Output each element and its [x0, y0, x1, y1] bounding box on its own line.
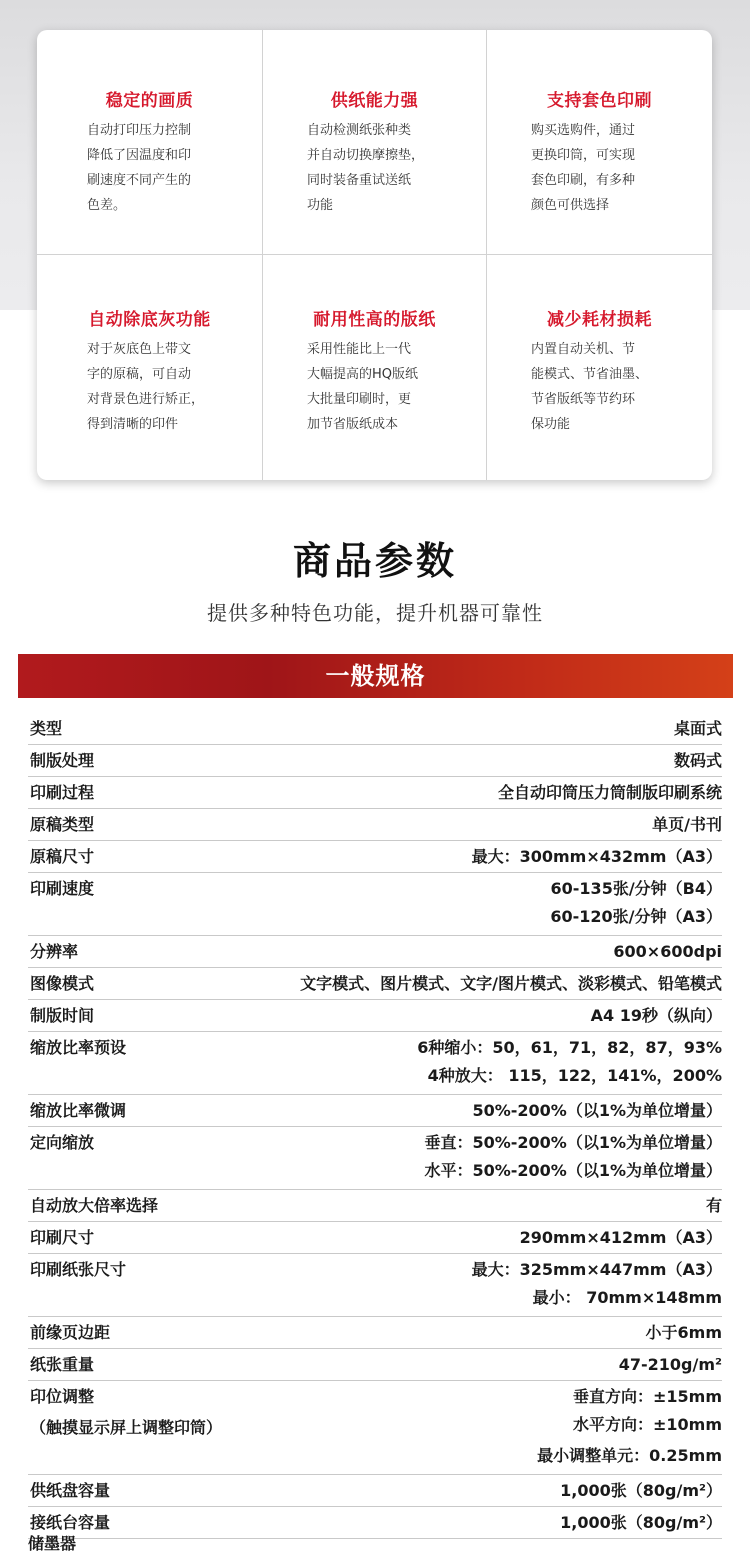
spec-label: 接纸台容量: [30, 1513, 111, 1532]
spec-value: 全自动印筒压力筒制版印刷系统: [497, 783, 722, 802]
spec-label: 制版处理: [30, 751, 95, 770]
spec-label: 印位调整: [30, 1387, 95, 1406]
spec-row: [28, 1095, 722, 1127]
spec-label: 图像模式: [30, 974, 95, 993]
spec-value: 290mm×412mm（A3）: [519, 1228, 722, 1247]
spec-row: [28, 713, 722, 745]
spec-value: 有: [705, 1196, 722, 1215]
spec-values: [28, 1226, 722, 1250]
spec-row: [28, 1254, 722, 1317]
spec-values: [28, 1004, 722, 1028]
spec-values: [28, 1258, 722, 1313]
feature-description: 对于灰底色上带文 字的原稿，可自动 对背景色进行矫正， 得到清晰的印件: [87, 342, 205, 432]
spec-label: 原稿类型: [30, 815, 95, 834]
spec-values: [28, 717, 722, 741]
feature-cell: [37, 30, 263, 255]
spec-row: [28, 745, 722, 777]
spec-row-partial: 储墨器: [28, 1534, 77, 1553]
spec-value: 垂直方向：±15mm: [572, 1387, 722, 1406]
section-subtitle: 提供多种特色功能，提升机器可靠性: [207, 601, 543, 625]
feature-title: 自动除底灰功能: [88, 310, 211, 330]
spec-row: [28, 873, 722, 936]
feature-description: 自动检测纸张种类 并自动切换摩擦垫， 同时装备重试送纸 功能: [307, 123, 425, 213]
spec-values: [28, 940, 722, 964]
spec-row: [28, 1127, 722, 1190]
feature-description: 采用性能比上一代 大幅提高的HQ版纸 大批量印刷时，更 加节省版纸成本: [307, 342, 419, 432]
spec-label: 缩放比率预设: [30, 1038, 127, 1057]
spec-value: 6种缩小：50，61，71，82，87，93%: [417, 1038, 722, 1057]
feature-cell: [487, 30, 712, 255]
spec-label: 印刷过程: [30, 783, 95, 802]
spec-row: [28, 809, 722, 841]
spec-values: [28, 1099, 722, 1123]
spec-value: 47-210g/m²: [618, 1355, 722, 1374]
spec-values: [28, 845, 722, 869]
spec-label: 印刷速度: [30, 879, 95, 898]
spec-value: 小于6mm: [645, 1323, 722, 1342]
spec-value: 60-135张/分钟（B4）: [550, 879, 722, 898]
spec-value: 文字模式、图片模式、文字/图片模式、淡彩模式、铅笔模式: [300, 974, 722, 993]
spec-label: 印刷纸张尺寸: [30, 1260, 127, 1279]
spec-label: 分辨率: [30, 942, 79, 961]
spec-banner: 一般规格: [18, 654, 733, 698]
spec-row: [28, 1349, 722, 1381]
spec-value: 600×600dpi: [613, 942, 722, 961]
feature-grid: [37, 30, 712, 480]
feature-cell: [37, 255, 263, 480]
spec-row: [28, 1222, 722, 1254]
spec-value: A4 19秒（纵向）: [590, 1006, 722, 1025]
spec-label: 类型: [30, 719, 63, 738]
spec-label: 自动放大倍率选择: [30, 1196, 159, 1215]
spec-label: 供纸盘容量: [30, 1481, 111, 1500]
spec-values: [28, 877, 722, 932]
feature-title: 耐用性高的版纸: [313, 310, 436, 330]
feature-title: 支持套色印刷: [547, 91, 652, 111]
spec-value: 单页/书刊: [652, 815, 722, 834]
spec-value: 垂直：50%-200%（以1%为单位增量）: [424, 1133, 722, 1152]
feature-description: 自动打印压力控制 降低了因温度和印 刷速度不同产生的 色差。: [87, 123, 192, 213]
spec-value: 最小调整单元：0.25mm: [537, 1446, 722, 1465]
spec-value: 桌面式: [673, 719, 722, 738]
feature-cell: [263, 255, 487, 480]
spec-value: 4种放大： 115，122，141%，200%: [427, 1066, 722, 1085]
spec-values: [28, 972, 722, 996]
spec-value: 最小： 70mm×148mm: [532, 1288, 722, 1307]
spec-values: [28, 1479, 722, 1503]
spec-value: 最大：325mm×447mm（A3）: [471, 1260, 722, 1279]
feature-description: 购买选购件，通过 更换印筒，可实现 套色印刷，有多种 颜色可供选择: [531, 123, 636, 213]
feature-cell: [487, 255, 712, 480]
spec-label: 前缘页边距: [30, 1323, 111, 1342]
spec-values: [28, 1321, 722, 1345]
spec-value: 60-120张/分钟（A3）: [550, 907, 722, 926]
spec-value: 1,000张（80g/m²）: [560, 1481, 722, 1500]
spec-value: 数码式: [673, 751, 722, 770]
spec-label: 原稿尺寸: [30, 847, 95, 866]
feature-title: 供纸能力强: [330, 91, 419, 111]
feature-description: 内置自动关机、节 能模式、节省油墨、 节省版纸等节约环 保功能: [531, 342, 649, 432]
spec-label: 定向缩放: [30, 1133, 95, 1152]
spec-row: [28, 936, 722, 968]
spec-row: [28, 968, 722, 1000]
spec-values: [28, 1131, 722, 1186]
spec-values: [28, 749, 722, 773]
spec-row: [28, 1475, 722, 1507]
feature-title: 减少耗材损耗: [547, 310, 652, 330]
spec-row: [28, 1381, 722, 1475]
spec-row: [28, 841, 722, 873]
spec-row: [28, 1032, 722, 1095]
spec-value: 水平方向：±10mm: [572, 1415, 722, 1434]
spec-values: [28, 1353, 722, 1377]
feature-title: 稳定的画质: [105, 91, 194, 111]
spec-value: 50%-200%（以1%为单位增量）: [472, 1101, 722, 1120]
spec-row: [28, 1190, 722, 1222]
spec-values: [28, 781, 722, 805]
spec-value: 最大：300mm×432mm（A3）: [471, 847, 722, 866]
spec-row: [28, 1317, 722, 1349]
spec-row: [28, 777, 722, 809]
spec-values: [28, 813, 722, 837]
spec-value: 水平：50%-200%（以1%为单位增量）: [424, 1161, 722, 1180]
spec-label: 制版时间: [30, 1006, 95, 1025]
spec-sublabel: （触摸显示屏上调整印筒）: [30, 1418, 223, 1437]
spec-values: [28, 1036, 722, 1091]
spec-label: 缩放比率微调: [30, 1101, 127, 1120]
spec-label: 纸张重量: [30, 1355, 95, 1374]
spec-label: 印刷尺寸: [30, 1228, 95, 1247]
spec-value: 1,000张（80g/m²）: [560, 1513, 722, 1532]
section-title: 商品参数: [292, 539, 457, 583]
spec-row: [28, 1000, 722, 1032]
feature-cell: [263, 30, 487, 255]
